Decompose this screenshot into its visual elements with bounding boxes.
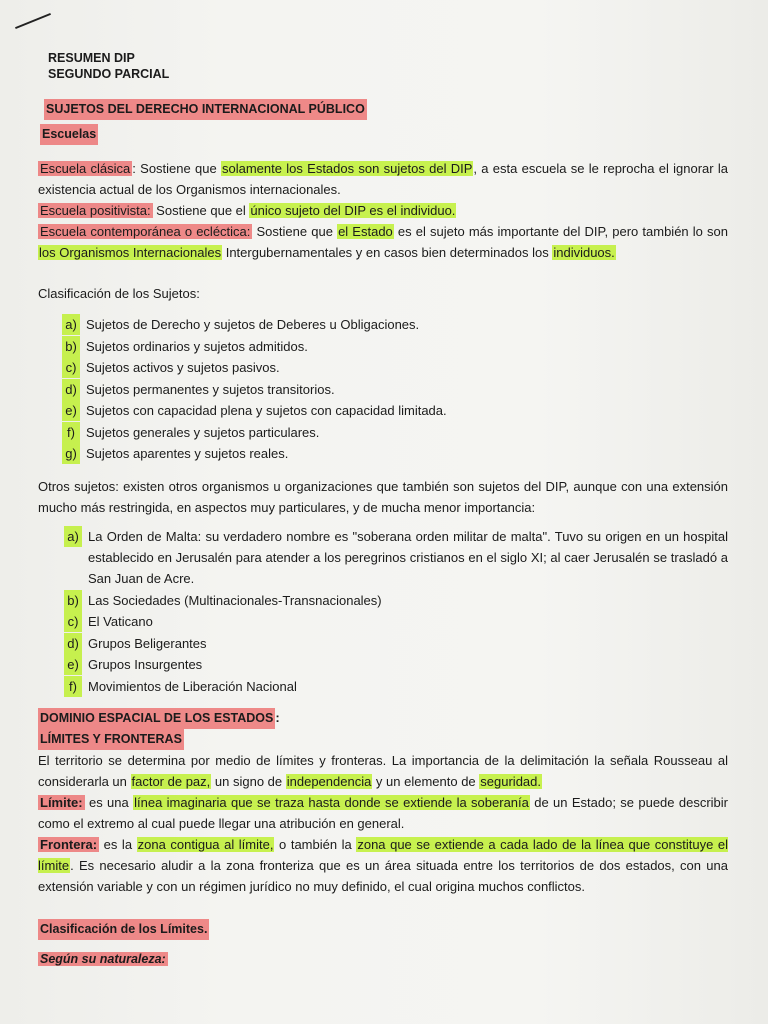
list-item-letter: b) — [64, 590, 82, 611]
escuelas-heading — [38, 123, 728, 145]
header-line-1: RESUMEN DIP — [48, 51, 135, 65]
text-run: es una — [84, 795, 134, 810]
text-run: y un elemento de — [372, 774, 480, 789]
list-item — [62, 314, 722, 335]
segun-naturaleza-heading — [38, 948, 728, 970]
limite-label: Límite: — [40, 795, 83, 810]
escuela-contemporanea-label: Escuela contemporánea o ecléctica: — [40, 224, 251, 239]
highlight-run: zona contigua al límite, — [137, 837, 274, 852]
list-item-text: La Orden de Malta: su verdadero nombre es "soberana orden militar de malta". Tuvo su origen en un hospital establecido en Jerusalén para atender a los peregrinos cristianos en el siglo XI; al caer Jerusalén se trasladó a San Juan de Acre. — [88, 529, 728, 586]
list-item-letter: c) — [62, 357, 80, 378]
highlight-run: seguridad. — [480, 774, 541, 789]
otros-sujetos-text: Otros sujetos: existen otros organismos u organizaciones que también son sujetos del DIP, aunque con una extensión mucho más restringida, en aspectos muy particulares, y de mucha menor importancia: — [38, 479, 728, 515]
clasificacion-limites-text: Clasificación de los Límites. — [38, 919, 209, 940]
list-item — [64, 654, 728, 675]
list-item — [64, 633, 728, 654]
text-run: un signo de — [211, 774, 286, 789]
list-item-letter: e) — [64, 654, 82, 675]
list-item-text: Sujetos ordinarios y sujetos admitidos. — [86, 338, 308, 354]
list-item — [62, 357, 722, 378]
text-run: Sostiene que el — [152, 203, 250, 218]
list-item-letter: d) — [64, 633, 82, 654]
highlight-run: factor de paz, — [131, 774, 211, 789]
highlight-run: solamente los Estados son sujetos del DIP — [222, 161, 473, 176]
otros-sujetos-list — [64, 526, 728, 697]
list-item-letter: g) — [62, 443, 80, 464]
list-item — [62, 336, 722, 357]
list-item-text: Sujetos de Derecho y sujetos de Deberes u Obligaciones. — [86, 317, 420, 332]
list-item-text: Las Sociedades (Multinacionales-Transnacionales) — [88, 592, 382, 608]
escuelas-heading-text: Escuelas — [40, 124, 98, 145]
clasificacion-limites-heading — [38, 918, 728, 940]
section-title-text: SUJETOS DEL DERECHO INTERNACIONAL PÚBLICO — [44, 99, 367, 120]
text-run: de un Estado; se puede describir como el extremo al cual puede llegar una atribución en general. — [38, 795, 728, 831]
text-run: Sostiene que — [252, 224, 338, 239]
list-item-text: Sujetos activos y sujetos pasivos. — [86, 360, 280, 375]
dominio-heading — [38, 707, 728, 729]
list-item — [62, 443, 722, 464]
escuela-positivista-paragraph — [38, 200, 728, 221]
territorio-paragraph — [38, 750, 728, 792]
list-item — [64, 590, 728, 611]
limite-paragraph — [38, 792, 728, 834]
frontera-label: Frontera: — [40, 837, 98, 852]
text-run: : Sostiene que — [132, 161, 221, 176]
clasificacion-list — [62, 314, 722, 465]
highlight-run: zona que se extiende a cada lado de la línea que constituye el límite — [38, 837, 729, 873]
escuela-clasica-paragraph — [38, 158, 728, 200]
text-run: o también la — [274, 837, 357, 852]
dominio-title: DOMINIO ESPACIAL DE LOS ESTADOS — [38, 708, 275, 729]
list-item-text: Sujetos aparentes y sujetos reales. — [86, 446, 289, 461]
list-item-text: El Vaticano — [88, 614, 153, 629]
clasificacion-intro-text: Clasificación de los Sujetos: — [38, 286, 200, 301]
segun-naturaleza-text: Según su naturaleza: — [40, 952, 166, 966]
list-item-text: Sujetos generales y sujetos particulares. — [86, 424, 320, 440]
list-item-letter: c) — [64, 611, 82, 632]
list-item-text: Movimientos de Liberación Nacional — [88, 678, 297, 694]
otros-sujetos-paragraph — [38, 476, 728, 518]
list-item-text: Grupos Insurgentes — [88, 657, 203, 672]
text-run: , a esta escuela se le reprocha el ignorar la existencia actual de los Organismos internacionales. — [38, 161, 728, 197]
section-title-sujetos — [38, 98, 728, 120]
list-item-text: Sujetos permanentes y sujetos transitorios. — [86, 381, 335, 397]
list-item-letter: e) — [62, 400, 80, 421]
list-item — [64, 526, 728, 589]
highlight-run: los Organismos Internacionales — [39, 245, 222, 260]
highlight-run: el Estado — [338, 224, 393, 239]
limites-fronteras-heading — [38, 728, 728, 750]
list-item — [64, 676, 728, 697]
escuela-clasica-label: Escuela clásica — [40, 161, 131, 176]
header-line-2: SEGUNDO PARCIAL — [48, 67, 170, 81]
clasificacion-intro — [38, 283, 728, 304]
dominio-title-colon: : — [275, 710, 280, 725]
escuela-contemporanea-paragraph — [38, 221, 728, 263]
list-item-letter: a) — [62, 314, 80, 335]
text-run: es el sujeto más importante del DIP, pero también lo son — [393, 224, 728, 239]
list-item-letter: b) — [62, 336, 80, 357]
text-run: . Es necesario aludir a la zona fronteriza que es un área situada entre los territorios de dos estados, con una extensión variable y con un régimen jurídico no muy definido, el cual origina muchos conflictos. — [38, 858, 728, 894]
list-item — [64, 611, 728, 632]
otros-sujetos-list-items — [64, 526, 728, 697]
list-item-letter: a) — [64, 526, 82, 547]
list-item-letter: d) — [62, 379, 80, 400]
limites-fronteras-title: LÍMITES Y FRONTERAS — [38, 729, 184, 750]
frontera-paragraph — [38, 834, 728, 897]
highlight-run: individuos. — [553, 245, 615, 260]
list-item — [62, 379, 722, 400]
escuela-positivista-label: Escuela positivista: — [40, 203, 151, 218]
list-item — [62, 400, 722, 421]
list-item — [62, 422, 722, 443]
list-item-letter: f) — [64, 676, 82, 697]
list-item-text: Sujetos con capacidad plena y sujetos con capacidad limitada. — [86, 403, 447, 418]
highlight-run: independencia — [286, 774, 372, 789]
list-item-letter: f) — [62, 422, 80, 443]
document-header — [38, 50, 728, 82]
text-run: Intergubernamentales y en casos bien determinados los — [222, 245, 553, 260]
pen-stroke-mark — [15, 13, 51, 29]
list-item-text: Grupos Beligerantes — [88, 635, 207, 651]
text-run: El territorio se determina por medio de límites y fronteras. La importancia de la delimitación la señala Rousseau al considerarla un — [38, 753, 728, 789]
highlight-run: línea imaginaria que se traza hasta donde se extiende la soberanía — [134, 795, 529, 810]
clasificacion-list-items — [62, 314, 722, 464]
highlight-run: único sujeto del DIP es el individuo. — [250, 203, 456, 218]
text-run: es la — [99, 837, 137, 852]
